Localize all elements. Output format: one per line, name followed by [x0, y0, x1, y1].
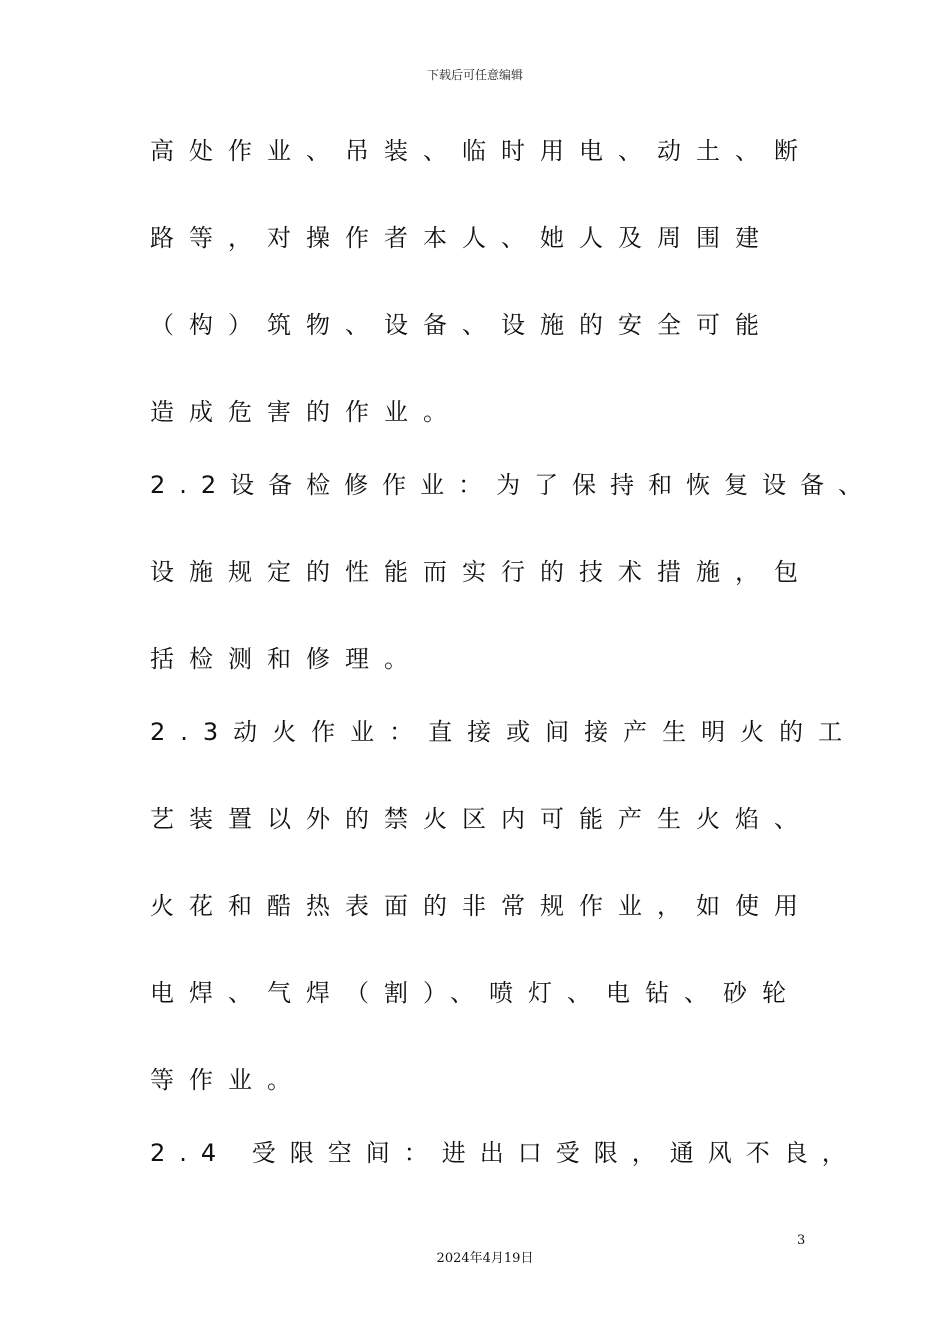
footer-date: 2024年4月19日 — [436, 1251, 534, 1266]
header-note: 下载后可任意编辑 — [426, 68, 523, 82]
body-line: 2.2设备检修作业：为了保持和恢复设备、 — [150, 471, 877, 499]
body-line: 火花和酷热表面的非常规作业，如使用 — [150, 892, 813, 920]
body-line: 艺装置以外的禁火区内可能产生火焰、 — [150, 805, 813, 833]
body-line: 2.3动火作业：直接或间接产生明火的工 — [150, 718, 858, 746]
body-line: （构）筑物、设备、设施的安全可能 — [150, 311, 774, 339]
body-line: 2.4 受限空间：进出口受限，通风不良， — [150, 1139, 860, 1167]
body-line: 等作业。 — [150, 1066, 306, 1094]
body-line: 高处作业、吊装、临时用电、动土、断 — [150, 137, 813, 165]
body-line: 路等，对操作者本人、她人及周围建 — [150, 224, 774, 252]
page-number: 3 — [797, 1233, 806, 1248]
body-line: 电焊、气焊（割）、喷灯、电钻、砂轮 — [150, 979, 801, 1007]
body-line: 括检测和修理。 — [150, 645, 423, 673]
body-line: 设施规定的性能而实行的技术措施，包 — [150, 558, 813, 586]
body-line: 造成危害的作业。 — [150, 398, 462, 426]
